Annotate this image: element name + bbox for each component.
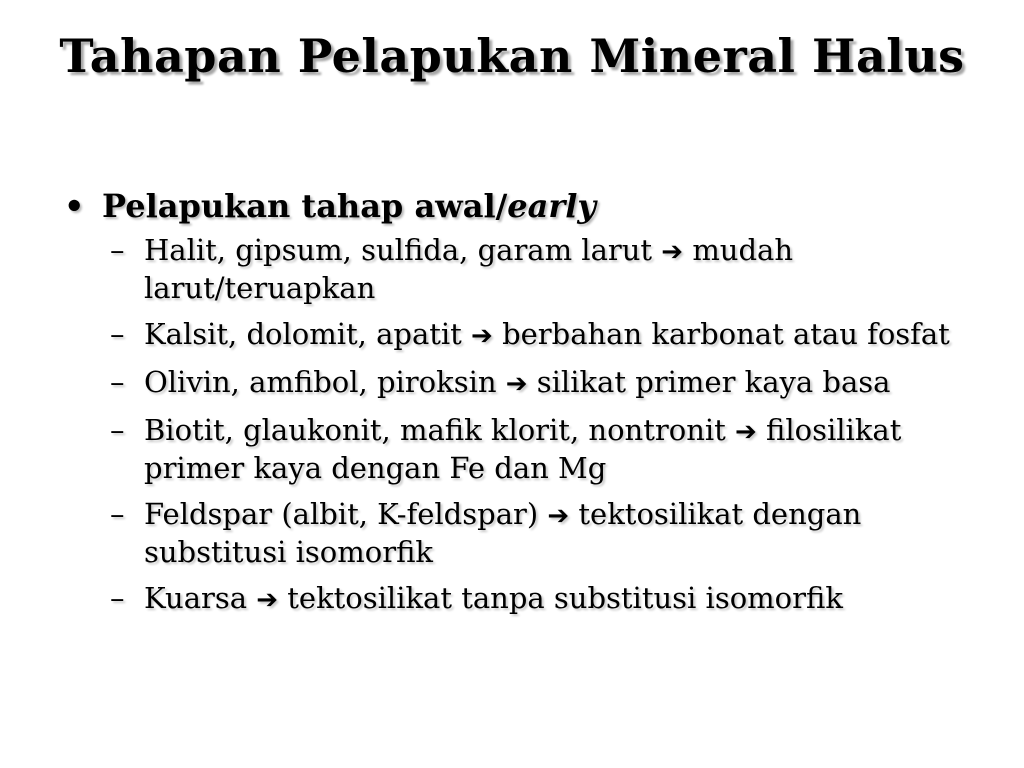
item-left-text: Kalsit, dolomit, apatit (144, 317, 462, 351)
arrow-right-icon: ➔ (256, 585, 279, 615)
item-right-text: berbahan karbonat atau fosfat (502, 317, 950, 351)
main-point-text: Pelapukan tahap awal/ (102, 187, 508, 225)
slide-title: Tahapan Pelapukan Mineral Halus (59, 29, 965, 83)
dash-icon: – (110, 317, 125, 351)
main-point-emphasis: early (507, 187, 596, 225)
dash-icon: – (110, 581, 125, 615)
arrow-right-icon: ➔ (661, 237, 684, 267)
list-item (110, 496, 964, 570)
list-item (110, 412, 964, 486)
item-left-text: Kuarsa (144, 581, 248, 615)
item-right-text: filosilikat primer kaya dengan Fe dan Mg (144, 413, 902, 485)
item-right-text: mudah larut/teruapkan (144, 233, 794, 305)
item-left-text: Feldspar (albit, K-feldspar) (144, 497, 539, 531)
item-left-text: Biotit, glaukonit, mafik klorit, nontronit (144, 413, 726, 447)
dash-icon: – (110, 233, 125, 267)
arrow-right-icon: ➔ (547, 501, 570, 531)
arrow-right-icon: ➔ (735, 417, 757, 447)
item-right-text: tektosilikat tanpa substitusi isomorfik (287, 581, 843, 615)
list-item (110, 580, 964, 618)
item-right-text: silikat primer kaya basa (536, 365, 891, 399)
list-item (110, 232, 964, 306)
item-left-text: Olivin, amfibol, piroksin (144, 365, 497, 399)
dash-icon: – (110, 365, 125, 399)
sub-bullet-list (62, 232, 982, 618)
arrow-right-icon: ➔ (471, 321, 493, 351)
main-bullet-point (62, 184, 982, 228)
dash-icon: – (110, 413, 125, 447)
item-left-text: Halit, gipsum, sulfida, garam larut (144, 233, 653, 267)
list-item (110, 364, 964, 402)
dash-icon: – (110, 497, 125, 531)
slide-content (62, 184, 982, 628)
list-item (110, 316, 964, 354)
item-right-text: tektosilikat dengan substitusi isomorfik (144, 497, 862, 569)
arrow-right-icon: ➔ (505, 369, 528, 399)
bullet-icon: • (64, 187, 85, 225)
